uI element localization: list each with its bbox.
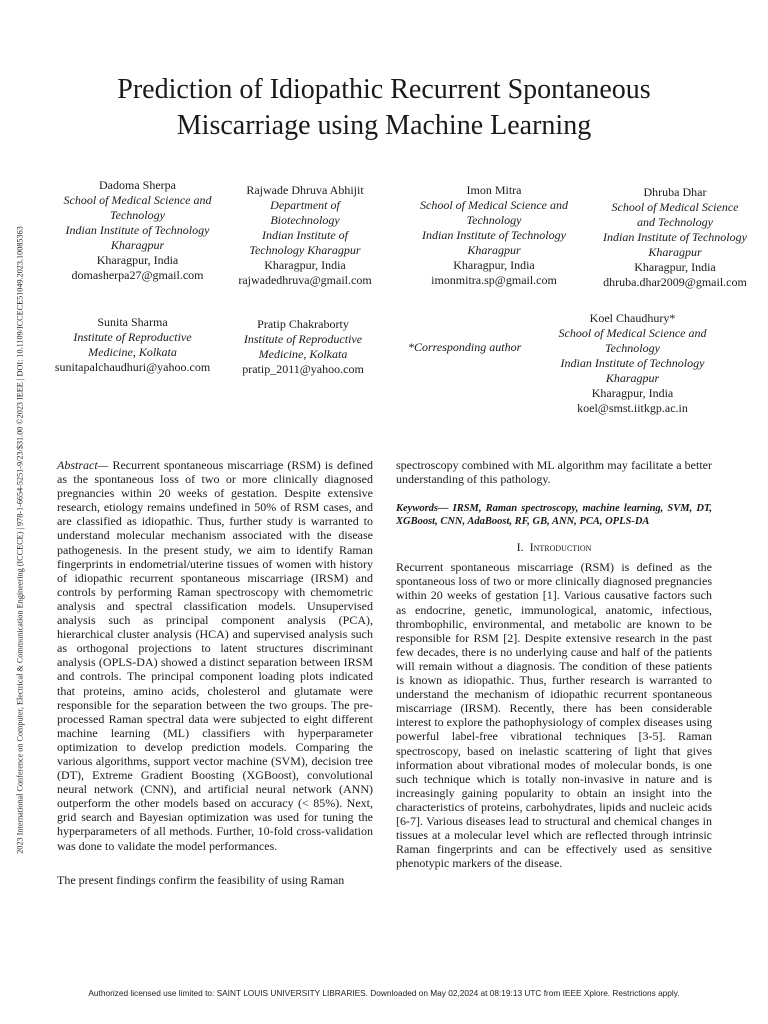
section-title: Introduction <box>529 540 592 555</box>
author-name: Imon Mitra <box>466 183 522 197</box>
abstract-body: Recurrent spontaneous miscarriage (RSM) is defined as the spontaneous loss of two or more clinically diagnosed pregnancies within 20 weeks of gestation. Despite extensive research, etiology remains undefined in 50% of RSM cases, and are classified as idiopathic. Thus, further study is warranted to understand molecular mechanism associated with the disease pathogenesis. In the present study, we aim to identify Raman fingerprints in endometrial/uterine tissues of women with history of idiopathic recurrent spontaneous miscarriage (IRSM) and controls by performing Raman spectroscopy with chemometric analysis and spectral classification models. Unsupervised analysis such as principal component analysis (PCA), hierarchical cluster analysis (HCA) and supervised analysis such as orthogonal projections to latent structures discriminant analysis (OPLS-DA) showed a distinct separation between IRSM and controls. The principal component loading plots indicated that proteins, amino acids, cholesterol and glutamate were responsible for the separation between the two groups. The pre-processed Raman spectral data were subjected to eight different machine learning (ML) classifiers with hyperparameter optimization to develop prediction models. Comparing the various algorithms, support vector machine (SVM), decision tree (DT), Extreme Gradient Boosting (XGBoost), convolutional neural network (CNN), and artificial neural network (ANN) outperform the other models based on accuracy (< 85%). Next, grid search and Bayesian optimization was used for tuning the hyperparameters of all methods. Further, 10-fold cross-validation was done to validate the model performances. <box>57 458 373 853</box>
author-block <box>404 183 584 288</box>
author-email[interactable]: pratip_2011@yahoo.com <box>242 362 364 376</box>
author-email[interactable]: sunitapalchaudhuri@yahoo.com <box>54 360 211 374</box>
author-name: Dadoma Sherpa <box>99 178 176 192</box>
keywords: Keywords— IRSM, Raman spectroscopy, machine learning, SVM, DT, XGBoost, CNN, AdaBoost, RF, GB, ANN, PCA, OPLS-DA <box>396 503 712 528</box>
author-affiliation: Technology <box>466 213 522 227</box>
author-affiliation: Kharagpur <box>605 371 660 385</box>
author-email[interactable]: rajwadedhruva@gmail.com <box>238 273 372 287</box>
author-email[interactable]: domasherpa27@gmail.com <box>71 268 204 282</box>
author-affiliation: Kharagpur <box>648 245 702 259</box>
author-name: Sunita Sharma <box>97 315 168 329</box>
author-affiliation: Indian Institute of <box>262 228 348 242</box>
author-affiliation: Medicine, Kolkata <box>258 347 348 361</box>
author-affiliation: Technology Kharagpur <box>249 243 361 257</box>
author-affiliation: School of Medical Science and <box>558 326 707 340</box>
paper-title <box>40 72 728 144</box>
license-footer: Authorized licensed use limited to: SAINT LOUIS UNIVERSITY LIBRARIES. Downloaded on May 02,2024 at 08:19:13 UTC from IEEE Xplore. Restrictions apply. <box>88 988 680 998</box>
author-email[interactable]: imonmitra.sp@gmail.com <box>431 273 557 287</box>
author-name: Dhruba Dhar <box>643 185 707 199</box>
author-affiliation: and Technology <box>637 215 713 229</box>
author-affiliation: Medicine, Kolkata <box>88 345 177 359</box>
author-affiliation: School of Medical Science and <box>63 193 212 207</box>
author-block <box>45 178 230 283</box>
author-affiliation: Indian Institute of Technology <box>560 356 705 370</box>
abstract-paragraph <box>57 458 373 853</box>
author-block <box>545 311 720 416</box>
author-block <box>230 183 380 288</box>
author-affiliation: Institute of Reproductive <box>73 330 192 344</box>
author-affiliation: School of Medical Science <box>611 200 739 214</box>
abstract-paragraph-2: The present findings confirm the feasibility of using Raman <box>57 872 345 887</box>
author-email[interactable]: dhruba.dhar2009@gmail.com <box>603 275 747 289</box>
author-affiliation: Institute of Reproductive <box>243 332 363 346</box>
author-block <box>40 315 225 375</box>
section-heading <box>396 540 712 554</box>
author-affiliation: Department of <box>270 198 340 212</box>
corresponding-author-note: *Corresponding author <box>408 340 522 354</box>
author-affiliation: Biotechnology <box>270 213 340 227</box>
abstract-continued: spectroscopy combined with ML algorithm may facilitate a better understanding of this pathology. <box>396 458 712 487</box>
title-line-1: Prediction of Idiopathic Recurrent Spontaneous <box>117 74 651 105</box>
author-name: Koel Chaudhury* <box>589 311 676 325</box>
author-location: Kharagpur, India <box>264 258 346 272</box>
author-affiliation: School of Medical Science and <box>420 198 568 212</box>
author-affiliation: Technology <box>605 341 660 355</box>
sidebar-text: 2023 International Conference on Computer, Electrical & Communication Engineering (ICCECE) | 978-1-6654-5251-9/23/$31.00 ©2023 IEEE | DOI: 10.1109/ICCECE51049.2023.10085363 <box>15 226 25 854</box>
intro-paragraph: Recurrent spontaneous miscarriage (RSM) is defined as the spontaneous loss of two or more clinically diagnosed pregnancies within 20 weeks of gestation [1]. Various causative factors such as endocrine, genetic, immunological, anatomic, infectious, thrombophilic, environmental, and metabolic are known to be responsible for RSM [2]. Despite extensive research in the past few decades, there is no underlying cause and half of the patients will remain without a diagnosis. The condition of these patients is known as idiopathic. Thus, further research is warranted to understand the mechanism of idiopathic recurrent spontaneous miscarriage (IRSM). Recently, there has been considerable interest to explore the pathophysiology of complex diseases using powerful label-free vibrational techniques [3-5]. Raman spectroscopy, based on inelastic scattering of light that gives information about vibrational modes of molecular bonds, is one such technique which is totally non-invasive in nature and is increasingly gaining popularity to obtain an insight into the characteristics of proteins, carbohydrates, lipids and nucleic acids [6-7]. Various diseases lead to structural and chemical changes in tissues at a molecular level which are reflected through intrinsic Raman fingerprints and can be effectively used as sensitive phenotypic markers of the disease. <box>396 560 712 871</box>
title-line-2: Miscarriage using Machine Learning <box>176 110 592 141</box>
author-email[interactable]: koel@smst.iitkgp.ac.in <box>577 401 688 415</box>
abstract-label: Abstract— <box>57 458 109 472</box>
left-column <box>57 458 373 887</box>
author-location: Kharagpur, India <box>96 253 179 267</box>
right-column <box>396 458 712 870</box>
author-affiliation: Technology <box>110 208 165 222</box>
section-number: I. <box>516 540 524 555</box>
author-block <box>590 185 760 290</box>
author-name: Pratip Chakraborty <box>257 317 349 331</box>
author-affiliation: Kharagpur <box>110 238 165 252</box>
author-name: Rajwade Dhruva Abhijit <box>246 183 364 197</box>
author-location: Kharagpur, India <box>453 258 535 272</box>
author-affiliation: Kharagpur <box>467 243 521 257</box>
author-affiliation: Indian Institute of Technology <box>422 228 566 242</box>
author-location: Kharagpur, India <box>591 386 674 400</box>
author-block <box>228 317 378 377</box>
author-affiliation: Indian Institute of Technology <box>65 223 210 237</box>
author-affiliation: Indian Institute of Technology <box>603 230 747 244</box>
author-location: Kharagpur, India <box>634 260 716 274</box>
